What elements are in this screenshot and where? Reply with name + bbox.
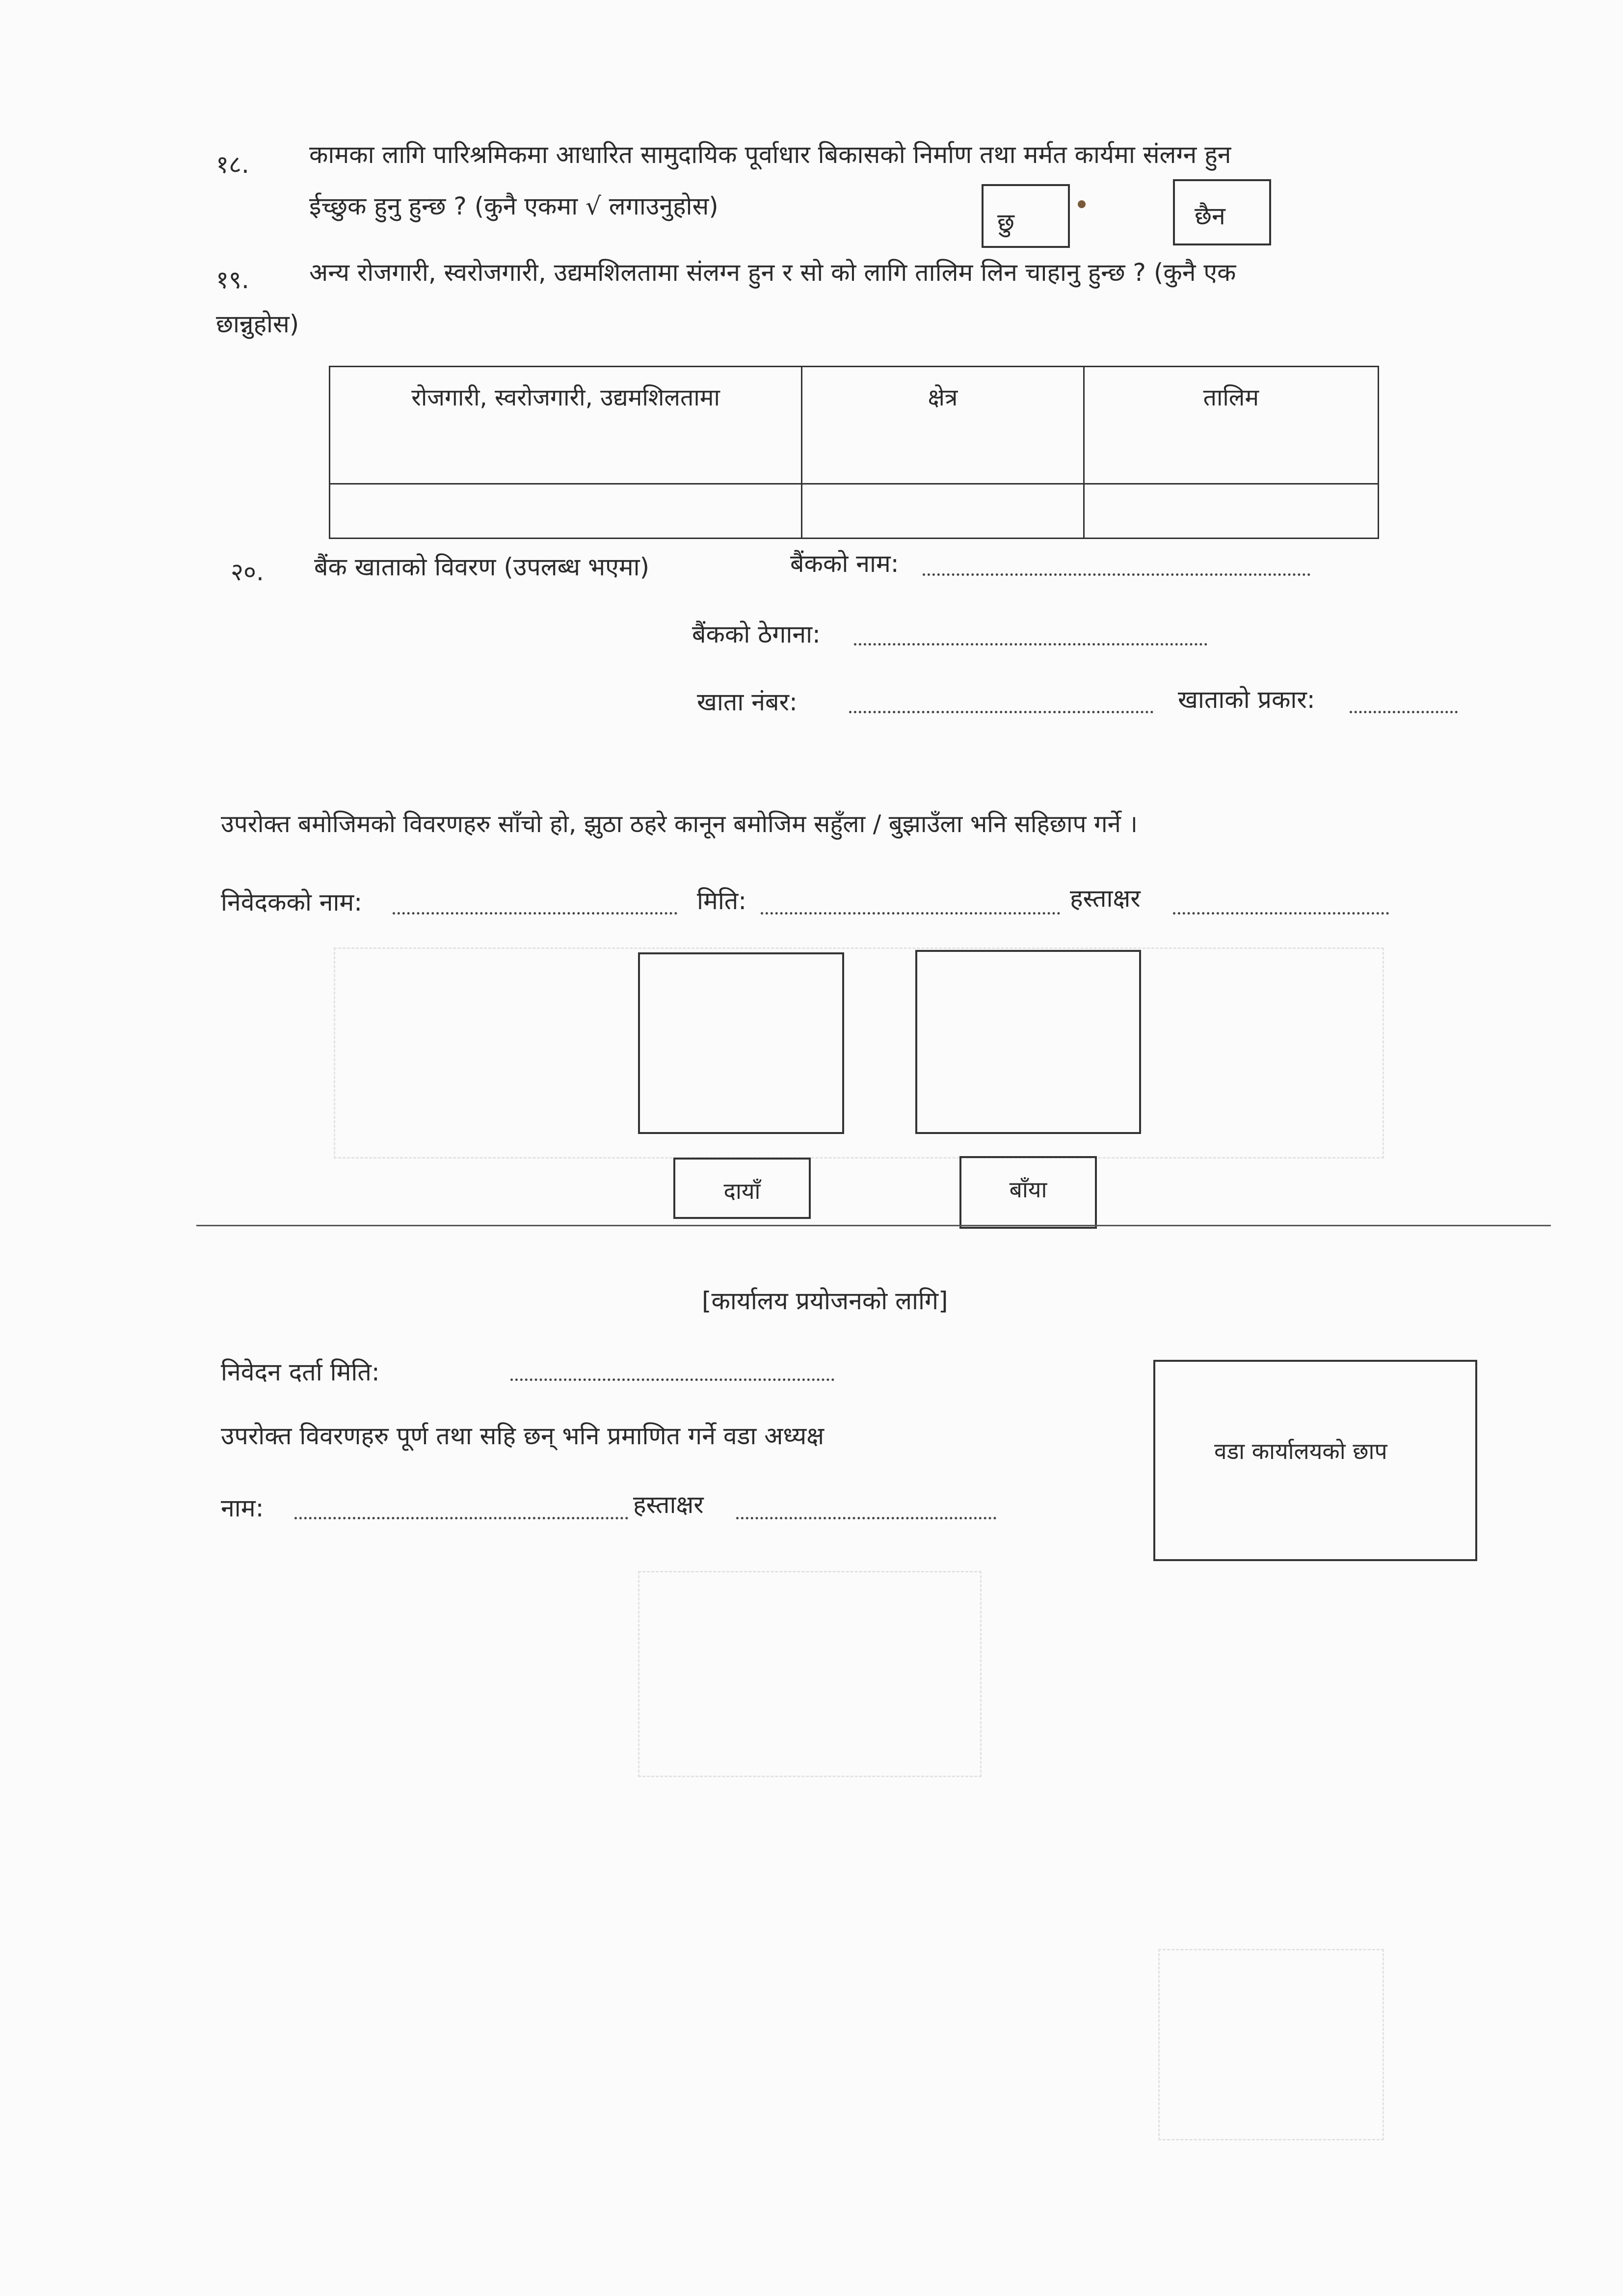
q20-number: २०.	[231, 558, 264, 586]
section-divider	[196, 1225, 1551, 1226]
office-heading: [कार्यालय प्रयोजनको लागि]	[702, 1287, 948, 1315]
bleed-through-box	[1158, 1949, 1384, 2140]
account-type-field[interactable]	[1350, 711, 1458, 713]
table-cell[interactable]	[1084, 484, 1378, 539]
signature-field[interactable]	[1173, 912, 1389, 915]
table-header-cell: क्षेत्र	[802, 367, 1084, 484]
certification-text: उपरोक्त विवरणहरु पूर्ण तथा सहि छन् भनि प्रमाणित गर्ने वडा अध्यक्ष	[221, 1422, 825, 1450]
q18-yes-label: छु	[997, 208, 1015, 237]
bank-address-label: बैंकको ठेगाना:	[692, 620, 821, 648]
bank-name-field[interactable]	[923, 573, 1310, 576]
q19-question-line2: छान्नुहोस)	[216, 310, 299, 338]
registration-date-field[interactable]	[510, 1378, 834, 1381]
stamp-label: वडा कार्यालयको छाप	[1214, 1438, 1387, 1464]
q18-no-label: छैन	[1195, 202, 1225, 230]
account-number-label: खाता नंबर:	[697, 688, 798, 716]
table-header-row	[330, 367, 1379, 484]
registration-date-label: निवेदन दर्ता मिति:	[221, 1358, 380, 1386]
table-header-cell: तालिम	[1084, 367, 1378, 484]
bank-name-label: बैंकको नाम:	[790, 549, 899, 578]
office-name-field[interactable]	[294, 1517, 628, 1519]
q18-yes-checkbox[interactable]	[982, 184, 1070, 248]
table-row	[330, 484, 1379, 539]
right-thumbprint-box[interactable]	[638, 952, 844, 1134]
q18-question-line2: ईच्छुक हुनु हुन्छ ? (कुनै एकमा √ लगाउनुहोस)	[309, 192, 718, 220]
office-signature-label: हस्ताक्षर	[633, 1490, 704, 1519]
q19-table	[329, 366, 1379, 539]
date-field[interactable]	[761, 912, 1060, 915]
right-thumb-label-box	[673, 1158, 811, 1219]
ward-office-stamp-box[interactable]	[1153, 1360, 1477, 1561]
q19-question-line1: अन्य रोजगारी, स्वरोजगारी, उद्यमशिलतामा संलग्न हुन र सो को लागि तालिम लिन चाहानु हुन्छ ? (कुनै एक	[309, 258, 1236, 287]
applicant-name-label: निवेदकको नाम:	[221, 888, 363, 917]
left-thumb-label-box	[959, 1156, 1097, 1229]
q18-no-checkbox[interactable]	[1173, 179, 1271, 245]
q20-label: बैंक खाताको विवरण (उपलब्ध भएमा)	[314, 553, 650, 581]
bank-address-field[interactable]	[854, 643, 1207, 646]
left-thumbprint-box[interactable]	[915, 950, 1141, 1134]
q18-question-line1: कामका लागि पारिश्रमिकमा आधारित सामुदायिक पूर्वाधार बिकासको निर्माण तथा मर्मत कार्यमा संलग्न हुन	[309, 140, 1231, 169]
q18-number: १८.	[216, 150, 249, 179]
right-thumb-label: दायाँ	[723, 1178, 761, 1204]
date-label: मिति:	[697, 887, 747, 915]
table-cell[interactable]	[802, 484, 1084, 539]
declaration-text: उपरोक्त बमोजिमको विवरणहरु साँचो हो, झुठा ठहरे कानून बमोजिम सहुँला / बुझाउँला भनि सहिछाप गर्ने ।	[221, 810, 1138, 838]
signature-label: हस्ताक्षर	[1070, 884, 1141, 913]
ink-dot	[1078, 200, 1086, 208]
account-number-field[interactable]	[849, 711, 1153, 713]
bleed-through-box	[334, 947, 1384, 1159]
office-name-label: नाम:	[221, 1494, 264, 1522]
bleed-through-box	[638, 1571, 982, 1777]
office-signature-field[interactable]	[736, 1517, 996, 1519]
left-thumb-label: बाँया	[1009, 1176, 1047, 1203]
table-header-cell: रोजगारी, स्वरोजगारी, उद्यमशिलतामा	[330, 367, 802, 484]
applicant-name-field[interactable]	[393, 912, 677, 915]
account-type-label: खाताको प्रकार:	[1178, 685, 1315, 714]
table-cell[interactable]	[330, 484, 802, 539]
q19-number: १९.	[216, 266, 249, 294]
